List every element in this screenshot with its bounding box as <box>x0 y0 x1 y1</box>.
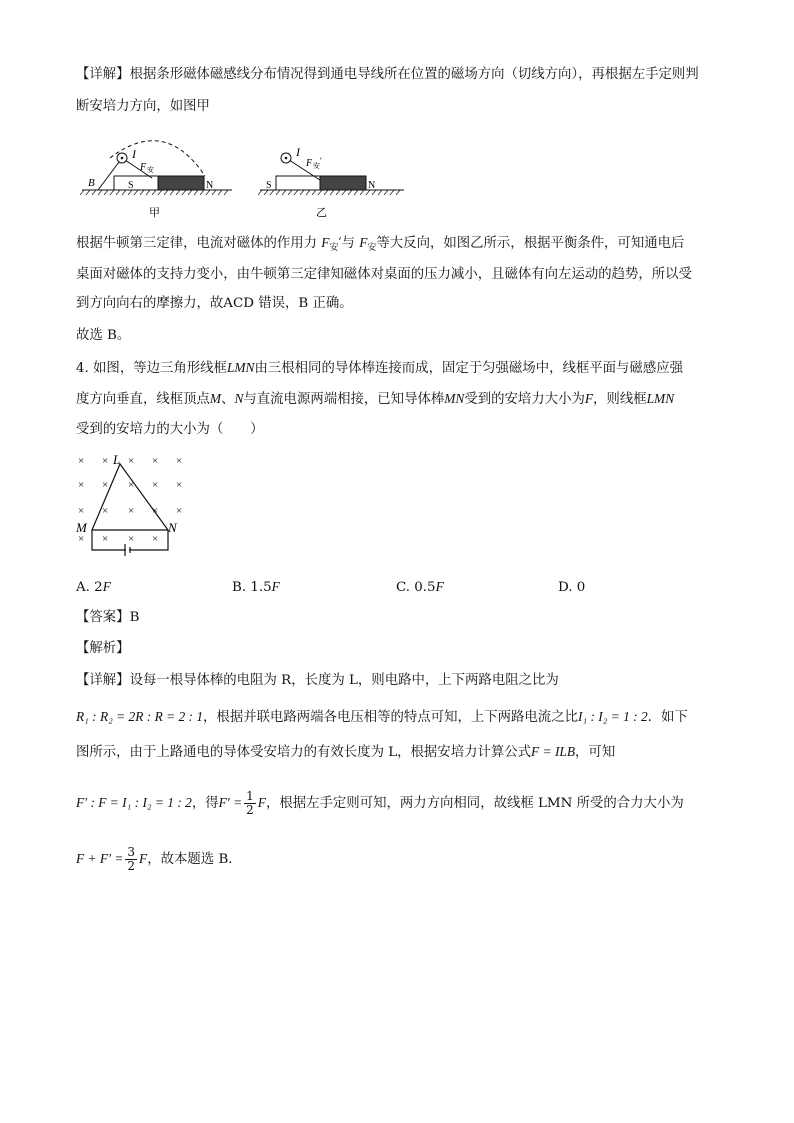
field-cross-mark: × <box>78 455 85 467</box>
field-cross-mark: × <box>128 479 135 491</box>
svg-text:安: 安 <box>313 162 320 170</box>
svg-text:B: B <box>88 177 95 189</box>
field-cross-mark: × <box>176 505 183 517</box>
field-cross-mark: × <box>152 505 159 517</box>
svg-text:L: L <box>113 452 121 467</box>
svg-text:甲: 甲 <box>149 207 160 219</box>
figure-jia <box>80 138 240 222</box>
field-cross-mark: × <box>176 479 183 491</box>
question4-line-1: 4. 如图，等边三角形线框LMN由三根相同的导体棒连接而成，固定于匀强磁场中，线框平面与磁感应强 <box>76 360 683 376</box>
svg-text:N: N <box>368 180 376 191</box>
detail-line-2: 断安培力方向，如图甲 <box>76 99 210 114</box>
svg-text:安: 安 <box>147 166 154 174</box>
field-cross-mark: × <box>102 505 109 517</box>
svg-text:S: S <box>128 180 134 191</box>
field-cross-mark: × <box>102 455 109 467</box>
detail2-line-4: F′ : F = I₁ : I₂ = 1 : 2，得F′ = $\frac{1}{2}$ F，根据左手定则可知，两力方向相同，故线框 LMN 所受的合力大小为 <box>76 789 684 817</box>
svg-text:F: F <box>140 162 147 173</box>
answer-tag: 【答案】 <box>76 610 130 625</box>
analysis-line-4: 故选 B。 <box>76 328 131 343</box>
svg-text:I: I <box>296 145 300 159</box>
field-cross-mark: × <box>152 479 159 491</box>
detail-line-1 <box>76 64 699 86</box>
svg-text:I: I <box>132 147 136 161</box>
detail2-line-1: 【详解】设每一根导体棒的电阻为 R，长度为 L，则电路中，上下两路电阻之比为 <box>76 673 559 688</box>
analysis-line-2: 桌面对磁体的支持力变小，由牛顿第三定律知磁体对桌面的压力减小，且磁体有向左运动的趋势，所以受 <box>76 267 692 282</box>
field-cross-mark: × <box>78 505 85 517</box>
field-cross-mark: × <box>176 455 183 467</box>
answer-line <box>76 607 139 629</box>
option-d[interactable]: D. 0 <box>558 580 586 595</box>
field-cross-mark: × <box>78 479 85 491</box>
svg-text:F: F <box>306 158 313 169</box>
jiexi-line: 【解析】 <box>76 641 130 656</box>
field-cross-mark: × <box>78 533 85 545</box>
figure-yi <box>258 138 418 222</box>
fraction-three-halves: $\frac{3}{2}$ <box>127 845 136 873</box>
analysis-line-3: 到方向向右的摩擦力，故ACD 错误，B 正确。 <box>76 296 353 311</box>
field-cross-mark: × <box>102 479 109 491</box>
field-cross-mark: × <box>152 455 159 467</box>
question4-line-3: 受到的安培力的大小为（ ） <box>76 422 264 437</box>
field-cross-mark: × <box>152 533 159 545</box>
analysis-line-1: 根据牛顿第三定律，电流对磁体的作用力 $F_安'$与 $F_安$等大反向，如图乙所示，根据平衡条件，可知通电后 <box>76 235 685 253</box>
field-cross-mark: × <box>128 533 135 545</box>
fraction-half: $\frac{1}{2}$ <box>246 789 254 817</box>
detail-tag: 【详解】 <box>76 67 130 82</box>
detail-text-1: 根据条形磁体磁感线分布情况得到通电导线所在位置的磁场方向（切线方向），再根据左手定则判 <box>129 67 699 82</box>
option-c[interactable]: C. 0.5F <box>396 579 444 595</box>
field-cross-mark: × <box>128 455 135 467</box>
detail2-line-2: R₁ : R₂ = 2R : R = 2 : 1，根据并联电路两端各电压相等的特点可知，上下两路电流之比I₁ : I₂ = 1 : 2．如下 <box>76 709 688 725</box>
field-cross-mark: × <box>128 505 135 517</box>
answer-value: B <box>129 610 140 625</box>
svg-text:S: S <box>266 180 272 191</box>
option-b[interactable]: B. 1.5F <box>232 579 280 595</box>
detail2-line-3: 图所示，由于上路通电的导体受安培力的有效长度为 L，根据安培力计算公式F = ILB，可知 <box>76 744 616 760</box>
figure-q4-triangle <box>72 448 192 564</box>
svg-text:N: N <box>168 520 177 535</box>
svg-text:′: ′ <box>320 156 322 166</box>
svg-text:乙: 乙 <box>316 207 327 219</box>
svg-text:N: N <box>206 180 214 191</box>
question4-line-2: 度方向垂直，线框顶点M、N与直流电源两端相接，已知导体棒MN受到的安培力大小为F，则线框LMN <box>76 391 675 407</box>
svg-text:M: M <box>76 520 87 535</box>
field-cross-mark: × <box>102 533 109 545</box>
detail2-line-5: F + F′ = $\frac{3}{2}$ F，故本题选 B． <box>76 845 242 873</box>
option-a[interactable]: A. 2F <box>76 579 111 595</box>
